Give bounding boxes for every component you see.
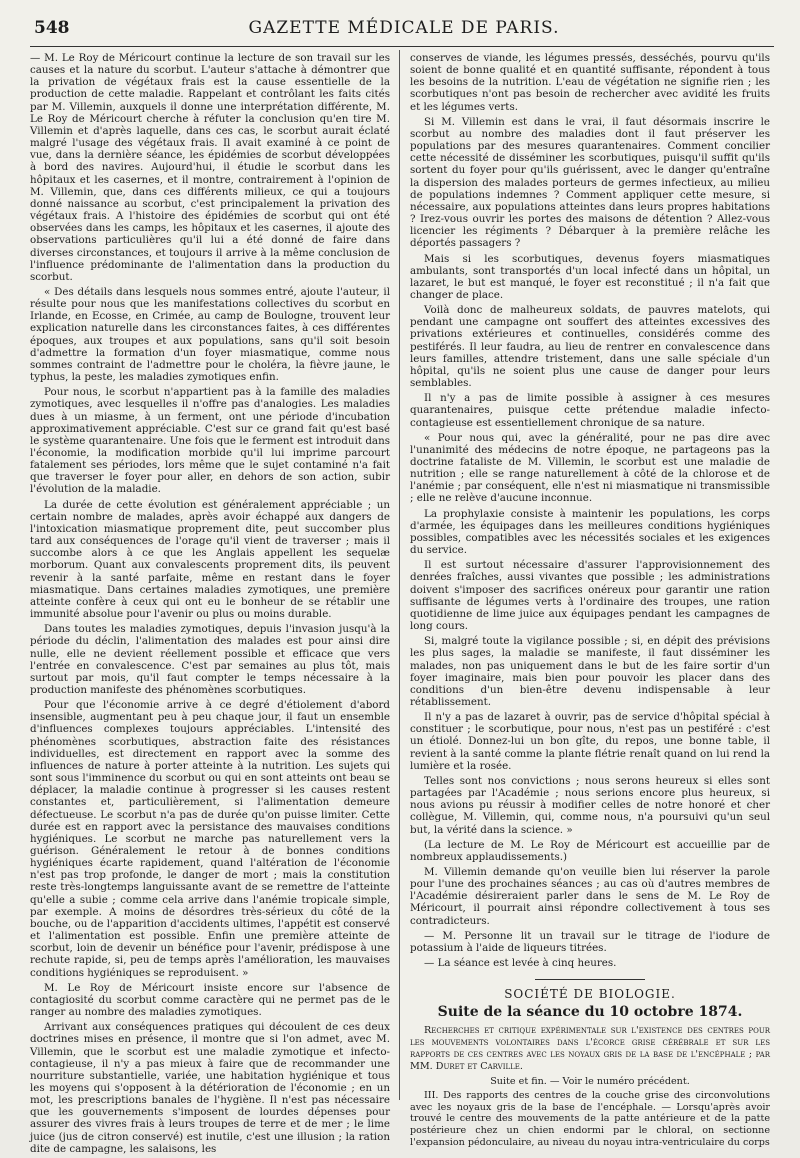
paragraph: M. Villemin demande qu'on veuille bien lui réserver la parole pour l'une des prochaines séances ; au cas où d'autres membres de l'Académie désireraient parler dans le sens de M. Le Roy de Méricourt, il pourrait ainsi répondre collectivement à tous ses contradicteurs. [410,866,770,927]
paragraph: M. Le Roy de Méricourt insiste encore sur l'absence de contagiosité du scorbut comme caractère qui ne permet pas de le ranger au nombre des maladies zymotiques. [30,981,390,1019]
paragraph: Il est surtout nécessaire d'assurer l'approvisionnement des denrées fraîches, aussi vivantes que possible ; les administrations doivent s'imposer des sacrifices onéreux pour garantir une ration suffisante de légumes verts à l'ordinaire des troupes, une ration quotidienne de lime juice aux équipages pendant les campagnes de long cours. [410,559,770,633]
paragraph: Il n'y a pas de limite possible à assigner à ces mesures quarantenaires, puisque cette prétendue maladie infecto-contagieuse est essentiellement chronique de sa nature. [410,392,770,429]
section-divider [535,979,645,980]
seance-heading: Suite de la séance du 10 octobre 1874. [437,1004,743,1021]
paragraph: conserves de viande, les légumes pressés, desséchés, pourvu qu'ils soient de bonne qualité et en quantité suffisante, répondent à tous les besoins de la nutrition. L'eau de végétation ne signifie rien ; les scorbutiques n'ont pas besoin de rechercher avec avidité les fruits et les légumes verts. [410,52,770,113]
left-column [30,52,390,1158]
paragraph: Si, malgré toute la vigilance possible ; si, en dépit des prévisions les plus sages, la maladie se manifeste, il faut disséminer les malades, non pas uniquement dans le but de les faire sortir d'un foyer imaginaire, mais bien pour pouvoir les placer dans des conditions d'un bien-être devenu indispensable à leur rétablissement. [410,635,770,708]
paragraph: Dans toutes les maladies zymotiques, depuis l'invasion jusqu'à la période du déclin, l'alimentation des malades est pour ainsi dire nulle, elle ne devient réellement possible et efficace que vers l'entrée en convalescence. C'est par semaines au plus tôt, mais surtout par mois, qu'il faut compter le temps nécessaire à la production manifeste des phénomènes scorbutiques. [30,623,390,696]
paragraph: La prophylaxie consiste à maintenir les populations, les corps d'armée, les équipages dans les meilleures conditions hygiéniques possibles, compatibles avec les nécessités sociales et les exigences du service. [410,507,770,557]
column-divider [399,50,400,1100]
header-rule [30,46,774,47]
paragraph: Pour nous, le scorbut n'appartient pas à la famille des maladies zymotiques, avec lesquelles il n'offre pas d'analogies. Les maladies dues à un miasme, à un ferment, ont une période d'incubation approximativement appréciable. C'est sur ce grand fait qu'est basé le système quarantenaire. Une fois que le ferment est introduit dans l'économie, la modification morbide qu'il lui imprime parcourt fatalement ses périodes, lors même que le sujet contaminé n'a fait que traverser le foyer pour aller, en dehors de son action, subir l'évolution de la maladie. [30,386,390,496]
paragraph: — M. Le Roy de Méricourt continue la lecture de son travail sur les causes et la nature du scorbut. L'auteur s'attache à démontrer que la privation de végétaux frais est la cause essentielle de la production de cette maladie. Rappelant et contrôlant les faits cités par M. Villemin, auxquels il donne une interprétation différente, M. Le Roy de Méricourt cherche à réfuter la conclusion qu'en tire M. Villemin et d'après laquelle, dans ces cas, le scorbut aurait éclaté malgré l'usage des végétaux frais. Il avait examiné à ce point de vue, dans la dernière séance, les épidémies de scorbut développées à bord des navires. Aujourd'hui, il étudie le scorbut dans les hôpitaux et les casernes, et il montre, contrairement à l'opinion de M. Villemin, que, dans ces différents milieux, ce qui a toujours donné naissance au scorbut, c'est principalement la privation des végétaux frais. A l'histoire des épidémies de scorbut qui ont été observées dans les camps, les hôpitaux et les casernes, il ajoute des observations particulières qu'il lui a été donné de faire dans diverses circonstances, et toujours il arrive à la même conclusion de l'influence prédominante de l'alimentation dans la production du scorbut. [30,52,390,283]
paragraph: — M. Personne lit un travail sur le titrage de l'iodure de potassium à l'aide de liqueurs titrées. [410,929,770,954]
article-title: Recherches et critique expérimentale sur l'existence des centres pour les mouvements volontaires dans l'écorce grise cérébrale et sur les rapports de ces centres avec les noyaux gris de la base de l'encéphale ; par MM. Duret et Carville. [410,1024,770,1072]
paragraph: Voilà donc de malheureux soldats, de pauvres matelots, qui pendant une campagne ont souffert des atteintes excessives des privations extérieures et continuelles, considérés comme des pestiférés. Il leur faudra, au lieu de rentrer en convalescence dans leurs familles, attendre tristement, dans une salle spéciale d'un hôpital, qu'ils ne soient plus une cause de danger pour leurs semblables. [410,304,770,390]
paragraph: III. Des rapports des centres de la couche grise des circonvolutions avec les noyaux gris de la base de l'encéphale. — Lorsqu'après avoir trouvé le centre des mouvements de la patte antérieure et de la patte postérieure chez un chien endormi par le chloral, on sectionne l'expansion pédonculaire, au niveau du noyau intra-ventriculaire du corps [410,1090,770,1148]
paragraph: (La lecture de M. Le Roy de Méricourt est accueillie par de nombreux applaudissements.) [410,838,770,863]
journal-title: GAZETTE MÉDICALE DE PARIS. [248,18,560,38]
paragraph: Mais si les scorbutiques, devenus foyers miasmatiques ambulants, sont transportés d'un local infecté dans un hôpital, un lazaret, le but est manqué, le foyer est reconstitué ; il n'a fait que changer de place. [410,252,770,301]
paragraph: Il n'y a pas de lazaret à ouvrir, pas de service d'hôpital spécial à constituer ; le scorbutique, pour nous, n'est pas un pestiféré : c'est un étiolé. Donnez-lui un bon gîte, du repos, une bonne table, il revient à la santé comme la plante flétrie renaît quand on lui rend la lumière et la rosée. [410,711,770,772]
paragraph: La durée de cette évolution est généralement appréciable ; un certain nombre de malades, après avoir échappé aux dangers de l'intoxication miasmatique proprement dite, peut succomber plus tard aux conséquences de l'orage qu'il vient de traverser ; mais il succombe alors à ce que les Anglais appellent les sequelæ morborum. Quant aux convalescents proprement dits, ils peuvent revenir à la santé parfaite, même en restant dans le foyer miasmatique. Dans certaines maladies zymotiques, une première atteinte confère à ceux qui ont eu le bonheur de se rétablir une immunité absolue pour l'avenir ou plus ou moins durable. [30,498,390,621]
right-column [410,52,770,1151]
paragraph: « Pour nous qui, avec la généralité, pour ne pas dire avec l'unanimité des médecins de notre époque, ne partageons pas la doctrine fataliste de M. Villemin, le scorbut est une maladie de nutrition ; elle se range naturellement à côté de la chlorose et de l'anémie ; par conséquent, elle n'est ni miasmatique ni transmissible ; elle ne relève d'aucune inconnue. [410,431,770,505]
paragraph: « Des détails dans lesquels nous sommes entré, ajoute l'auteur, il résulte pour nous que les manifestations collectives du scorbut en Irlande, en Ecosse, en Crimée, au camp de Boulogne, trouvent leur explication naturelle dans les circonstances faites, à ces différentes époques, aux troupes et aux populations, sans qu'il soit besoin d'admettre la formation d'un foyer miasmatique, comme nous sommes contraint de l'admettre pour le choléra, la fièvre jaune, le typhus, la peste, les maladies zymotiques enfin. [30,285,390,384]
page-header [34,18,774,44]
page-number: 548 [34,18,70,38]
paragraph: Telles sont nos convictions ; nous serons heureux si elles sont partagées par l'Académie ; nous serions encore plus heureux, si nous avions pu réussir à modifier celles de notre honoré et cher collègue, M. Villemin, qui, comme nous, n'a poursuivi qu'un seul but, la vérité dans la science. » [410,774,770,836]
paragraph: Arrivant aux conséquences pratiques qui découlent de ces deux doctrines mises en présence, il montre que si l'on admet, avec M. Villemin, que le scorbut est une maladie zymotique et infecto-contagieuse, il n'y a pas mieux à faire que de recommander une nourriture substantielle, variée, une habitation hygiénique et tous les moyens qui s'opposent à la détérioration de l'économie ; en un mot, les prescriptions banales de l'hygiène. Il n'est pas nécessaire que les gouvernements s'imposent de lourdes dépenses pour assurer des vivres frais à leurs troupes de terre et de mer ; le lime juice (jus de citron conservé) est inutile, c'est une illusion ; la ration dite de campagne, les salaisons, les [30,1021,390,1155]
society-heading: SOCIÉTÉ DE BIOLOGIE. [504,987,676,1002]
paragraph: Pour que l'économie arrive à ce degré d'étiolement d'abord insensible, augmentant peu à peu chaque jour, il faut un ensemble d'influences complexes toujours appréciables. L'intensité des phénomènes scorbutiques, abstraction faite des résistances individuelles, est directement en rapport avec la somme des influences de nature à porter atteinte à la nutrition. Les sujets qui sont sous l'imminence du scorbut ou qui en sont atteints ont beau se déplacer, la maladie continue à progresser si les causes restent constantes et, particulièrement, si l'alimentation demeure défectueuse. Le scorbut n'a pas de durée qu'on puisse limiter. Cette durée est en rapport avec la persistance des mauvaises conditions hygiéniques. Le scorbut ne marche pas naturellement vers la guérison. Généralement le retour à de bonnes conditions hygiéniques écarte rapidement, quand l'altération de l'économie n'est pas trop profonde, le danger de mort ; mais la constitution reste très-longtemps languissante avant de se remettre de l'atteinte qu'elle a subie ; comme cela arrive dans l'anémie tropicale simple, par exemple. A moins de désordres très-sérieux du côté de la bouche, ou de l'apparition d'accidents ultimes, l'appétit est conservé et l'alimentation est possible. Enfin une première atteinte de scorbut, loin de devenir un bénéfice pour l'avenir, prédispose à une rechute rapide, si, peu de temps après l'amélioration, les mauvaises conditions hygiéniques se reproduisent. » [30,699,390,979]
continuation-note: Suite et fin. — Voir le numéro précédent. [490,1075,690,1087]
paragraph: Si M. Villemin est dans le vrai, il faut désormais inscrire le scorbut au nombre des maladies dont il faut préserver les populations par des mesures quarantenaires. Comment concilier cette nécessité de disséminer les scorbutiques, puisqu'il suffit qu'ils sortent du foyer pour qu'ils guérissent, avec le danger qu'entraîne la dispersion des malades porteurs de germes infectieux, au milieu de populations indemnes ? Comment appliquer cette mesure, si nécessaire, aux populations atteintes dans leurs propres habitations ? Irez-vous ouvrir les portes des maisons de détention ? Allez-vous licencier les régiments ? Débarquer à la première relâche les déportés passagers ? [410,115,770,250]
paragraph: — La séance est levée à cinq heures. [424,957,617,970]
